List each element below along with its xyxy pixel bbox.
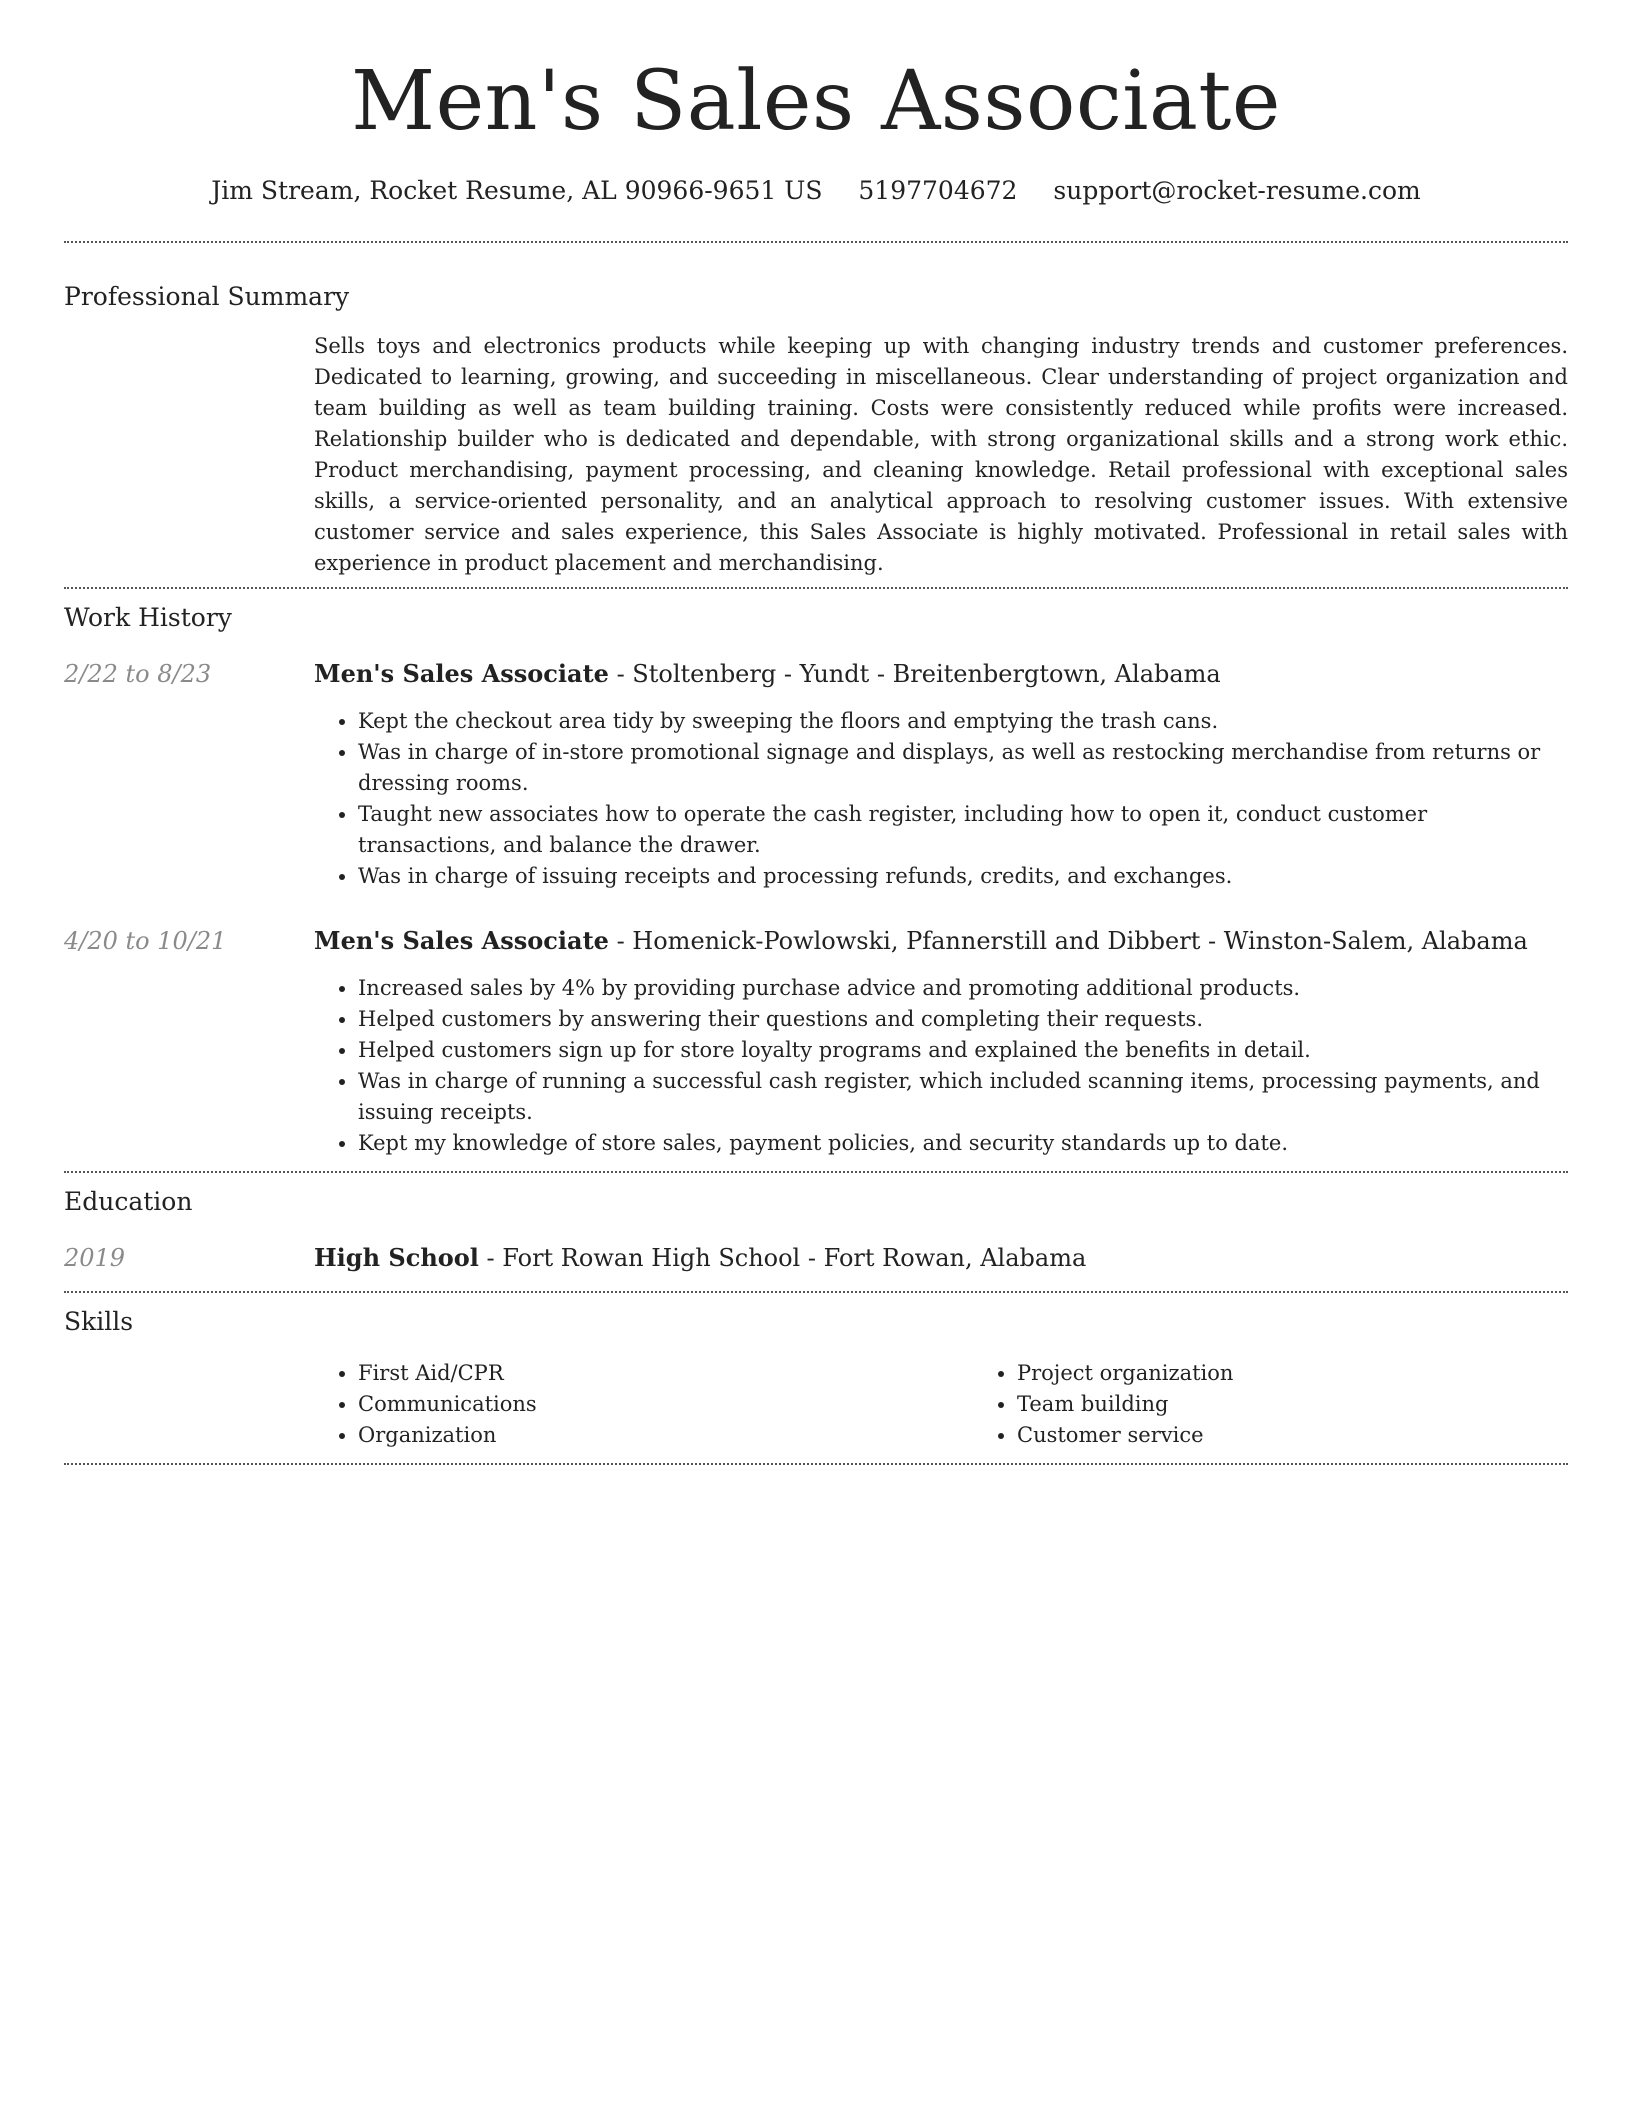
- skill-item: • Team building: [1017, 1389, 1632, 1420]
- job-company: - Stoltenberg - Yundt - Breitenbergtown, Alabama: [608, 660, 1221, 688]
- education-year: 2019: [64, 1244, 126, 1272]
- skills-list-right: [973, 1358, 1632, 1451]
- job-bullets: [314, 706, 1568, 892]
- page-title: Men's Sales Associate: [351, 54, 1281, 149]
- education-entry: [64, 1242, 1568, 1274]
- list-item: • Was in charge of running a successful cash register, which included scanning items, processing payments, and issuing receipts.: [358, 1066, 1568, 1128]
- divider: [64, 1171, 1568, 1173]
- job-dates: 2/22 to 8/23: [64, 660, 212, 688]
- job-heading: [314, 925, 1568, 957]
- list-item: • Helped customers by answering their questions and completing their requests.: [358, 1004, 1568, 1035]
- section-title-skills: Skills: [64, 1307, 134, 1336]
- divider: [64, 1463, 1568, 1465]
- divider: [64, 1291, 1568, 1293]
- skill-item: • First Aid/CPR: [358, 1358, 973, 1389]
- section-title-work: Work History: [64, 603, 232, 632]
- list-item: • Was in charge of issuing receipts and processing refunds, credits, and exchanges.: [358, 861, 1568, 892]
- divider: [64, 587, 1568, 589]
- skill-item: • Organization: [358, 1420, 973, 1451]
- job-dates: 4/20 to 10/21: [64, 927, 227, 955]
- skill-item: • Communications: [358, 1389, 973, 1420]
- contact-info: [64, 174, 1568, 208]
- job-company: - Homenick-Powlowski, Pfannerstill and Dibbert - Winston-Salem, Alabama: [608, 927, 1528, 955]
- list-item: • Taught new associates how to operate the cash register, including how to open it, conduct customer transactions, and balance the drawer.: [358, 799, 1568, 861]
- education-heading: [314, 1242, 1568, 1274]
- list-item: • Helped customers sign up for store loyalty programs and explained the benefits in detail.: [358, 1035, 1568, 1066]
- education-school: - Fort Rowan High School - Fort Rowan, Alabama: [478, 1244, 1087, 1272]
- list-item: • Kept my knowledge of store sales, payment policies, and security standards up to date.: [358, 1128, 1568, 1159]
- skill-item: • Project organization: [1017, 1358, 1632, 1389]
- section-title-summary: Professional Summary: [64, 282, 350, 311]
- summary-text: Sells toys and electronics products while keeping up with changing industry trends and customer preferences. Dedicated to learning, growing, and succeeding in miscellaneous. Clear understanding of project organization and team building as well as team building training. Costs were consistently reduced while profits were increased. Relationship builder who is dedicated and dependable, with strong organizational skills and a strong work ethic. Product merchandising, payment processing, and cleaning knowledge. Retail professional with exceptional sales skills, a service-oriented personality, and an analytical approach to resolving customer issues. With extensive customer service and sales experience, this Sales Associate is highly motivated. Professional in retail sales with experience in product placement and merchandising.: [314, 334, 1568, 575]
- list-item: • Kept the checkout area tidy by sweeping the floors and emptying the trash cans.: [358, 706, 1568, 737]
- skills-list-left: [314, 1358, 973, 1451]
- list-item: • Was in charge of in-store promotional signage and displays, as well as restocking merchandise from returns or dressing rooms.: [358, 737, 1568, 799]
- job-role: Men's Sales Associate: [314, 926, 609, 955]
- education-degree: High School: [314, 1243, 479, 1272]
- summary-section: [64, 280, 1568, 579]
- job-bullets: [314, 973, 1568, 1159]
- education-section: [64, 1185, 1568, 1274]
- divider: [64, 241, 1568, 243]
- section-title-education: Education: [64, 1187, 193, 1216]
- skills-section: [64, 1305, 1568, 1451]
- phone-text: 5197704672: [858, 176, 1018, 205]
- job-entry: [64, 658, 1568, 892]
- address-text: Jim Stream, Rocket Resume, AL 90966-9651 US: [211, 176, 823, 205]
- email-text: support@rocket-resume.com: [1053, 176, 1421, 205]
- job-heading: [314, 658, 1568, 690]
- list-item: • Increased sales by 4% by providing purchase advice and promoting additional products.: [358, 973, 1568, 1004]
- job-entry: [64, 925, 1568, 1159]
- skill-item: • Customer service: [1017, 1420, 1632, 1451]
- resume-page: [64, 0, 1568, 1465]
- work-history-section: [64, 601, 1568, 1159]
- job-role: Men's Sales Associate: [314, 659, 609, 688]
